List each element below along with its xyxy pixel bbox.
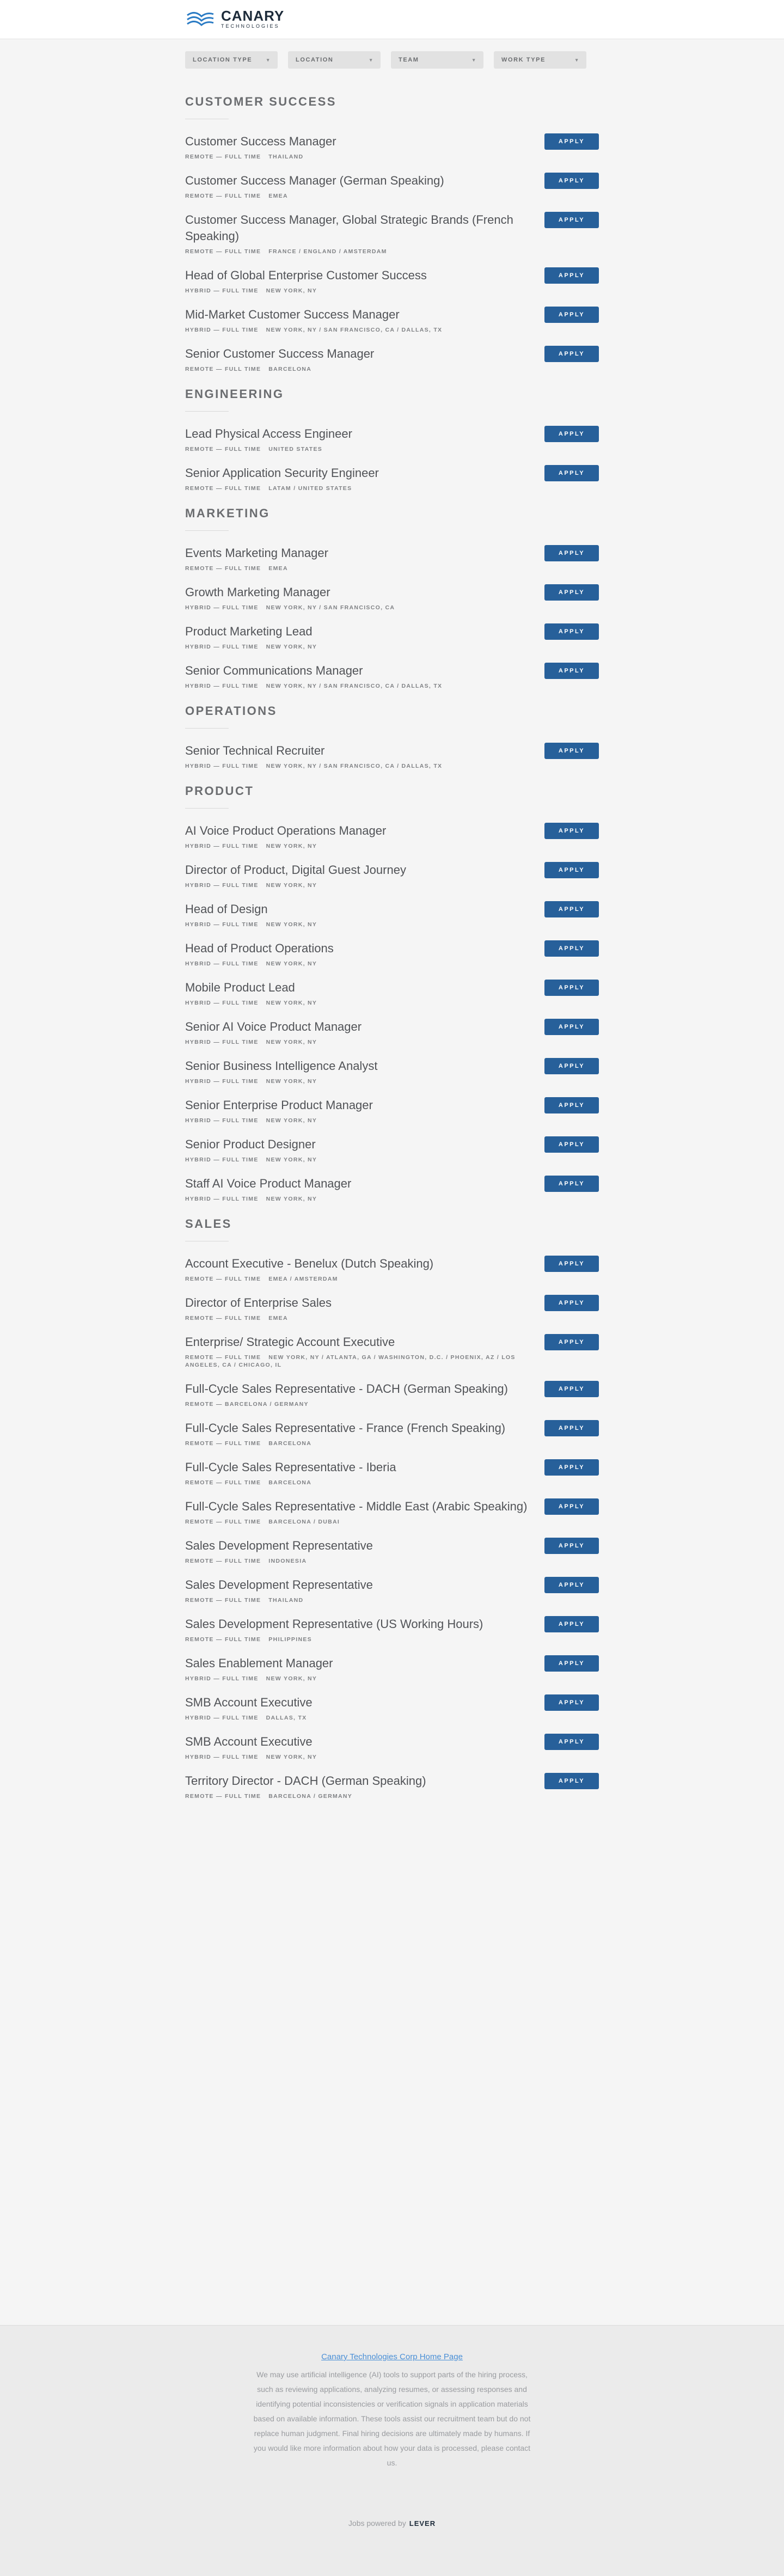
posting-row [185, 1577, 599, 1604]
posting-categories [185, 1792, 528, 1800]
apply-button[interactable]: APPLY [544, 862, 599, 878]
posting-category: HYBRID — FULL TIME [185, 1078, 259, 1085]
posting-category: REMOTE — FULL TIME [185, 1636, 261, 1643]
powered-by-text: Jobs powered by [348, 2519, 406, 2528]
posting-row [185, 1058, 599, 1085]
apply-button[interactable]: APPLY [544, 663, 599, 679]
posting-categories [185, 153, 528, 161]
posting-category: HYBRID — FULL TIME [185, 1000, 259, 1006]
posting-group [185, 506, 599, 690]
posting-title[interactable]: Product Marketing Lead [185, 625, 313, 638]
posting-category: EMEA / AMSTERDAM [268, 1276, 338, 1282]
group-title: PRODUCT [185, 784, 254, 798]
posting-category: BARCELONA / DUBAI [268, 1519, 340, 1525]
posting-categories [185, 565, 528, 572]
apply-button[interactable]: APPLY [544, 1577, 599, 1593]
posting-title[interactable]: AI Voice Product Operations Manager [185, 824, 387, 837]
posting-category: BARCELONA [268, 1479, 312, 1486]
posting-categories [185, 604, 528, 611]
posting-row [185, 173, 599, 200]
posting-category: NEW YORK, NY / SAN FRANCISCO, CA / DALLAS, TX [266, 327, 443, 333]
apply-button[interactable]: APPLY [544, 1734, 599, 1750]
apply-button[interactable]: APPLY [544, 1616, 599, 1632]
posting-category: NEW YORK, NY / SAN FRANCISCO, CA [266, 604, 395, 611]
posting-title[interactable]: Customer Success Manager (German Speaking) [185, 174, 444, 187]
posting-row [185, 1538, 599, 1565]
posting-row [185, 1498, 599, 1526]
apply-button[interactable]: APPLY [544, 1420, 599, 1436]
posting-category: REMOTE — FULL TIME [185, 1519, 261, 1525]
filter-location[interactable] [288, 51, 381, 69]
lever-logo[interactable]: LEVER [409, 2519, 436, 2528]
posting-categories [185, 287, 528, 295]
posting-category: NEW YORK, NY [266, 1078, 317, 1085]
posting-category: REMOTE — FULL TIME [185, 1479, 261, 1486]
apply-button[interactable]: APPLY [544, 1176, 599, 1192]
posting-title[interactable]: Head of Product Operations [185, 941, 334, 955]
posting-categories [185, 192, 528, 200]
posting-row [185, 1295, 599, 1322]
posting-category: REMOTE — FULL TIME [185, 1597, 261, 1604]
posting-title[interactable]: Mobile Product Lead [185, 981, 295, 994]
posting-category: HYBRID — FULL TIME [185, 763, 259, 769]
posting-group [185, 784, 599, 1203]
apply-button[interactable]: APPLY [544, 584, 599, 601]
posting-category: LATAM / UNITED STATES [268, 485, 352, 492]
posting-title[interactable]: Senior Business Intelligence Analyst [185, 1059, 378, 1073]
posting-category: DALLAS, TX [266, 1715, 307, 1721]
ai-disclosure-text: We may use artificial intelligence (AI) tools to support parts of the hiring process, such as reviewing applications, analyzing resumes, or assessing responses and identifying potential inconsistencies or verification signals in application materials based on available information. These tools assist our recruitment team but do not replace human judgment. Final hiring decisions are ultimately made by humans. If you would like more information about how your data is processed, please contact us. [253, 2370, 531, 2467]
posting-category: NEW YORK, NY / ATLANTA, GA / WASHINGTON, D.C. / PHOENIX, AZ / LOS ANGELES, CA / CHICAGO, IL [185, 1354, 516, 1368]
chevron-down-icon: ▾ [575, 57, 579, 63]
posting-row [185, 743, 599, 770]
posting-category: HYBRID — FULL TIME [185, 644, 259, 650]
apply-button[interactable]: APPLY [544, 173, 599, 189]
posting-category: HYBRID — FULL TIME [185, 1715, 259, 1721]
logo-name: CANARY [221, 7, 285, 24]
posting-title[interactable]: Full-Cycle Sales Representative - Middle East (Arabic Speaking) [185, 1500, 528, 1513]
posting-category: NEW YORK, NY [266, 882, 317, 889]
chevron-down-icon: ▾ [472, 57, 476, 63]
group-title: MARKETING [185, 506, 270, 520]
filter-label: LOCATION TYPE [193, 57, 253, 63]
posting-category: HYBRID — FULL TIME [185, 287, 259, 294]
group-divider [185, 728, 229, 729]
posting-row [185, 307, 599, 334]
apply-button[interactable]: APPLY [544, 743, 599, 759]
posting-category: HYBRID — FULL TIME [185, 882, 259, 889]
posting-category: BARCELONA [268, 1440, 312, 1447]
posting-row [185, 465, 599, 492]
posting-category: REMOTE — FULL TIME [185, 1793, 261, 1800]
page-footer [0, 2325, 784, 2576]
apply-button[interactable]: APPLY [544, 1295, 599, 1311]
posting-categories [185, 1078, 528, 1085]
apply-button[interactable]: APPLY [544, 1256, 599, 1272]
posting-categories [185, 921, 528, 928]
posting-row [185, 267, 599, 295]
posting-category: REMOTE — FULL TIME [185, 366, 261, 372]
posting-category: NEW YORK, NY / SAN FRANCISCO, CA / DALLAS, TX [266, 683, 443, 689]
posting-categories [185, 326, 528, 334]
posting-categories [185, 682, 528, 690]
posting-row [185, 823, 599, 850]
posting-row [185, 1420, 599, 1447]
posting-category: HYBRID — FULL TIME [185, 1675, 259, 1682]
posting-categories [185, 1038, 528, 1046]
apply-button[interactable]: APPLY [544, 1381, 599, 1397]
posting-category: NEW YORK, NY [266, 843, 317, 849]
posting-title[interactable]: Sales Development Representative [185, 1578, 373, 1592]
posting-title[interactable]: Enterprise/ Strategic Account Executive [185, 1335, 395, 1349]
group-title: CUSTOMER SUCCESS [185, 95, 336, 108]
apply-button[interactable]: APPLY [544, 133, 599, 150]
posting-categories [185, 1275, 528, 1283]
posting-category: NEW YORK, NY [266, 1000, 317, 1006]
posting-category: REMOTE — FULL TIME [185, 565, 261, 572]
posting-category: EMEA [268, 565, 288, 572]
group-divider [185, 808, 229, 809]
posting-group [185, 95, 599, 373]
group-title: OPERATIONS [185, 704, 277, 718]
posting-title[interactable]: Lead Physical Access Engineer [185, 427, 352, 440]
posting-category: REMOTE — FULL TIME [185, 193, 261, 199]
filter-team[interactable] [391, 51, 483, 69]
postings-list [185, 81, 599, 1812]
apply-button[interactable]: APPLY [544, 1694, 599, 1711]
apply-button[interactable]: APPLY [544, 1334, 599, 1350]
posting-row [185, 133, 599, 161]
filter-label: TEAM [399, 57, 419, 63]
posting-category: REMOTE — FULL TIME [185, 1276, 261, 1282]
posting-categories [185, 842, 528, 850]
posting-category: EMEA [268, 193, 288, 199]
apply-button[interactable]: APPLY [544, 901, 599, 917]
posting-title[interactable]: Events Marketing Manager [185, 546, 328, 560]
posting-title[interactable]: Sales Development Representative (US Working Hours) [185, 1617, 483, 1631]
posting-title[interactable]: Staff AI Voice Product Manager [185, 1177, 352, 1190]
apply-button[interactable]: APPLY [544, 1773, 599, 1789]
posting-categories [185, 960, 528, 968]
posting-category: HYBRID — FULL TIME [185, 1196, 259, 1202]
posting-category: REMOTE — FULL TIME [185, 1315, 261, 1321]
filter-label: LOCATION [296, 57, 334, 63]
posting-categories [185, 1156, 528, 1164]
posting-row [185, 1655, 599, 1682]
posting-row [185, 980, 599, 1007]
posting-title[interactable]: Head of Design [185, 902, 268, 916]
posting-category: REMOTE — FULL TIME [185, 1354, 261, 1361]
apply-button[interactable]: APPLY [544, 1459, 599, 1476]
posting-categories [185, 485, 528, 492]
posting-category: HYBRID — FULL TIME [185, 843, 259, 849]
filter-location-type[interactable] [185, 51, 278, 69]
posting-title[interactable]: SMB Account Executive [185, 1696, 313, 1709]
posting-category: NEW YORK, NY [266, 287, 317, 294]
posting-row [185, 346, 599, 373]
chevron-down-icon: ▾ [266, 57, 270, 63]
posting-title[interactable]: Sales Development Representative [185, 1539, 373, 1552]
posting-title[interactable]: Senior Application Security Engineer [185, 466, 379, 480]
filter-label: WORK TYPE [501, 57, 546, 63]
apply-button[interactable]: APPLY [544, 212, 599, 228]
posting-title[interactable]: Senior Communications Manager [185, 664, 363, 677]
posting-row [185, 1256, 599, 1283]
posting-row [185, 1381, 599, 1408]
apply-button[interactable]: APPLY [544, 1097, 599, 1113]
posting-title[interactable]: Senior Enterprise Product Manager [185, 1098, 373, 1112]
posting-category: REMOTE — FULL TIME [185, 485, 261, 492]
posting-category: NEW YORK, NY [266, 921, 317, 928]
posting-row [185, 1459, 599, 1486]
posting-category: NEW YORK, NY [266, 1117, 317, 1124]
posting-category: THAILAND [268, 1597, 304, 1604]
posting-category: NEW YORK, NY [266, 1675, 317, 1682]
posting-title[interactable]: Senior Customer Success Manager [185, 347, 375, 360]
posting-category: HYBRID — FULL TIME [185, 1754, 259, 1760]
apply-button[interactable]: APPLY [544, 1538, 599, 1554]
posting-title[interactable]: Full-Cycle Sales Representative - Iberia [185, 1460, 396, 1474]
page-header [0, 0, 784, 39]
apply-button[interactable]: APPLY [544, 267, 599, 284]
posting-row [185, 1019, 599, 1046]
posting-row [185, 545, 599, 572]
posting-category: HYBRID — FULL TIME [185, 960, 259, 967]
apply-button[interactable]: APPLY [544, 1655, 599, 1672]
posting-category: REMOTE — FULL TIME [185, 446, 261, 452]
posting-row [185, 623, 599, 651]
posting-row [185, 426, 599, 453]
posting-row [185, 1097, 599, 1124]
group-divider [185, 530, 229, 531]
company-logo[interactable] [185, 8, 284, 29]
posting-category: NEW YORK, NY [266, 1196, 317, 1202]
posting-title[interactable]: Customer Success Manager [185, 134, 336, 148]
posting-category: NEW YORK, NY [266, 1039, 317, 1045]
posting-category: HYBRID — FULL TIME [185, 921, 259, 928]
chevron-down-icon: ▾ [369, 57, 373, 63]
posting-categories [185, 1400, 528, 1408]
posting-row [185, 1136, 599, 1164]
posting-title[interactable]: Director of Enterprise Sales [185, 1296, 332, 1310]
posting-category: NEW YORK, NY [266, 644, 317, 650]
posting-title[interactable]: Senior Product Designer [185, 1137, 316, 1151]
posting-categories [185, 1753, 528, 1761]
posting-category: HYBRID — FULL TIME [185, 1157, 259, 1163]
posting-categories [185, 445, 528, 453]
posting-categories [185, 1636, 528, 1643]
posting-category: HYBRID — FULL TIME [185, 1039, 259, 1045]
posting-row [185, 1773, 599, 1800]
group-title: ENGINEERING [185, 387, 284, 401]
posting-group [185, 704, 599, 770]
apply-button[interactable]: APPLY [544, 980, 599, 996]
posting-category: REMOTE — FULL TIME [185, 248, 261, 255]
posting-categories [185, 248, 528, 255]
apply-button[interactable]: APPLY [544, 940, 599, 957]
posting-categories [185, 1557, 528, 1565]
posting-group [185, 1217, 599, 1800]
posting-category: PHILIPPINES [268, 1636, 312, 1643]
apply-button[interactable]: APPLY [544, 823, 599, 839]
apply-button[interactable]: APPLY [544, 623, 599, 640]
posting-categories [185, 999, 528, 1007]
company-home-link[interactable]: Canary Technologies Corp Home Page [321, 2352, 463, 2361]
filter-bar [185, 51, 586, 69]
apply-button[interactable]: APPLY [544, 346, 599, 362]
posting-row [185, 1176, 599, 1203]
posting-categories [185, 1440, 528, 1447]
apply-button[interactable]: APPLY [544, 426, 599, 442]
group-title: SALES [185, 1217, 232, 1231]
posting-category: REMOTE — FULL TIME [185, 1558, 261, 1564]
posting-title[interactable]: Full-Cycle Sales Representative - DACH (German Speaking) [185, 1382, 508, 1396]
posting-category: HYBRID — FULL TIME [185, 327, 259, 333]
posting-title[interactable]: Sales Enablement Manager [185, 1656, 333, 1670]
posting-title[interactable]: Territory Director - DACH (German Speaking) [185, 1774, 426, 1788]
posting-title[interactable]: Account Executive - Benelux (Dutch Speaking) [185, 1257, 434, 1270]
apply-button[interactable]: APPLY [544, 1019, 599, 1035]
posting-row [185, 663, 599, 690]
apply-button[interactable]: APPLY [544, 545, 599, 561]
posting-categories [185, 1117, 528, 1124]
posting-category: NEW YORK, NY [266, 960, 317, 967]
apply-button[interactable]: APPLY [544, 1136, 599, 1153]
posting-title[interactable]: Full-Cycle Sales Representative - France (French Speaking) [185, 1421, 506, 1435]
posting-row [185, 212, 599, 255]
posting-title[interactable]: Senior AI Voice Product Manager [185, 1020, 362, 1033]
posting-categories [185, 643, 528, 651]
posting-categories [185, 1675, 528, 1682]
posting-categories [185, 1479, 528, 1486]
posting-categories [185, 1714, 528, 1722]
posting-category: THAILAND [268, 154, 304, 160]
posting-category: REMOTE — FULL TIME [185, 1440, 261, 1447]
posting-title[interactable]: Director of Product, Digital Guest Journey [185, 863, 406, 877]
logo-subtitle: TECHNOLOGIES [221, 23, 280, 29]
posting-title[interactable]: Head of Global Enterprise Customer Success [185, 268, 427, 282]
posting-category: HYBRID — FULL TIME [185, 604, 259, 611]
posting-category: NEW YORK, NY [266, 1754, 317, 1760]
posting-row [185, 1734, 599, 1761]
apply-button[interactable]: APPLY [544, 1498, 599, 1515]
apply-button[interactable]: APPLY [544, 307, 599, 323]
apply-button[interactable]: APPLY [544, 1058, 599, 1074]
canary-logo-icon [185, 8, 216, 29]
posting-row [185, 1694, 599, 1722]
posting-category: HYBRID — FULL TIME [185, 683, 259, 689]
posting-category: NEW YORK, NY [266, 1157, 317, 1163]
posting-row [185, 862, 599, 889]
posting-category: UNITED STATES [268, 446, 323, 452]
posting-category: REMOTE — FULL TIME [185, 154, 261, 160]
posting-title[interactable]: Senior Technical Recruiter [185, 744, 325, 757]
posting-title[interactable]: Growth Marketing Manager [185, 585, 330, 599]
filter-work-type[interactable] [494, 51, 586, 69]
posting-categories [185, 762, 528, 770]
apply-button[interactable]: APPLY [544, 465, 599, 481]
posting-group [185, 387, 599, 492]
posting-categories [185, 1354, 528, 1369]
powered-by [0, 2519, 784, 2528]
posting-category: INDONESIA [268, 1558, 307, 1564]
posting-category: BARCELONA / GERMANY [268, 1793, 353, 1800]
group-divider [185, 411, 229, 412]
posting-title[interactable]: Mid-Market Customer Success Manager [185, 308, 400, 321]
posting-title[interactable]: Customer Success Manager, Global Strategic Brands (French Speaking) [185, 213, 513, 243]
posting-row [185, 901, 599, 928]
posting-category: BARCELONA [268, 366, 312, 372]
posting-categories [185, 1596, 528, 1604]
posting-category: HYBRID — FULL TIME [185, 1117, 259, 1124]
posting-categories [185, 1314, 528, 1322]
posting-categories [185, 882, 528, 889]
posting-row [185, 1616, 599, 1643]
posting-row [185, 584, 599, 611]
posting-category: EMEA [268, 1315, 288, 1321]
posting-category: NEW YORK, NY / SAN FRANCISCO, CA / DALLAS, TX [266, 763, 443, 769]
posting-row [185, 940, 599, 968]
posting-categories [185, 1195, 528, 1203]
posting-category: REMOTE — BARCELONA / GERMANY [185, 1401, 309, 1408]
posting-title[interactable]: SMB Account Executive [185, 1735, 313, 1748]
posting-categories [185, 365, 528, 373]
posting-row [185, 1334, 599, 1369]
posting-category: FRANCE / ENGLAND / AMSTERDAM [268, 248, 387, 255]
posting-categories [185, 1518, 528, 1526]
